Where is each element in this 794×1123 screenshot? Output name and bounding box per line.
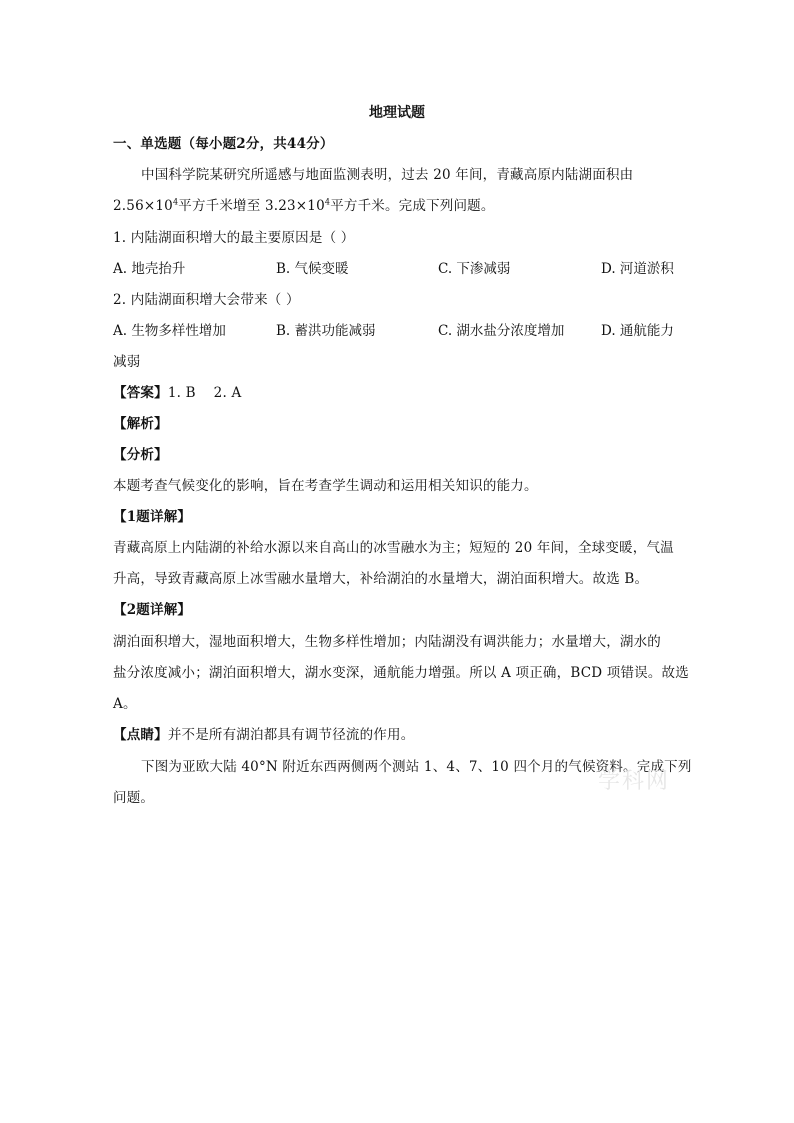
passage1-line2-c: 平方千米。完成下列问题。 [330,198,495,214]
section-heading: 一、单选题（每小题2分，共44分） [113,136,334,152]
q1-option-b: B. 气候变暖 [276,261,349,277]
passage1-line2-a: 2.56×10 [113,198,173,214]
dianjing-label: 【点睛】 [113,727,168,743]
q2-detail-line3: A。 [113,696,137,712]
q2-detail-label: 【2题详解】 [113,602,192,618]
passage1-line1: 中国科学院某研究所遥感与地面监测表明，过去 20 年间，青藏高原内陆湖面积由 [141,167,634,183]
page-title: 地理试题 [369,105,425,121]
question-1-stem: 1. 内陆湖面积增大的最主要原因是（ ） [113,230,355,246]
passage2-line2: 问题。 [113,790,155,806]
answer-label: 【答案】 [113,385,168,401]
passage1-sup1: 4 [172,197,179,207]
q2-detail-line2: 盐分浓度减小；湖泊面积增大，湖水变深，通航能力增强。所以 A 项正确，BCD 项错误。故选 [113,665,689,681]
q2-option-c: C. 湖水盐分浓度增加 [438,323,565,339]
q1-option-c: C. 下渗减弱 [438,261,511,277]
q1-detail-label: 【1题详解】 [113,509,192,525]
answer-line [113,383,241,403]
q2-option-a: A. 生物多样性增加 [113,323,226,339]
analysis-label: 【解析】 [113,416,168,432]
question-2-stem: 2. 内陆湖面积增大会带来（ ） [113,292,300,308]
dianjing-line [113,725,414,745]
fenxi-label: 【分析】 [113,447,168,463]
passage1-line2 [113,196,495,216]
answer-value: 1. B 2. A [167,385,242,401]
fenxi-text: 本题考查气候变化的影响，旨在考查学生调动和运用相关知识的能力。 [113,478,538,494]
passage2-line1: 下图为亚欧大陆 40°N 附近东西两侧两个测站 1、4、7、10 四个月的气候资料。完成下列 [141,759,692,775]
passage1-line2-b: 平方千米增至 3.23×10 [178,198,325,214]
q1-detail-line2: 升高，导致青藏高原上冰雪融水量增大，补给湖泊的水量增大，湖泊面积增大。故选 B。 [113,571,649,587]
q2-option-d: D. 通航能力 [601,323,674,339]
q2-option-b: B. 蓄洪功能减弱 [276,323,376,339]
q1-option-a: A. 地壳抬升 [113,261,186,277]
passage1-sup2: 4 [324,197,331,207]
watermark: 学科网 [598,769,671,794]
q2-detail-line1: 湖泊面积增大，湿地面积增大，生物多样性增加；内陆湖没有调洪能力；水量增大，湖水的 [113,634,661,650]
dianjing-text: 并不是所有湖泊都具有调节径流的作用。 [167,727,415,743]
q2-option-d-continuation: 减弱 [113,354,141,370]
q1-option-d: D. 河道淤积 [601,261,674,277]
q1-detail-line1: 青藏高原上内陆湖的补给水源以来自高山的冰雪融水为主；短短的 20 年间，全球变暖，气温 [113,540,674,556]
